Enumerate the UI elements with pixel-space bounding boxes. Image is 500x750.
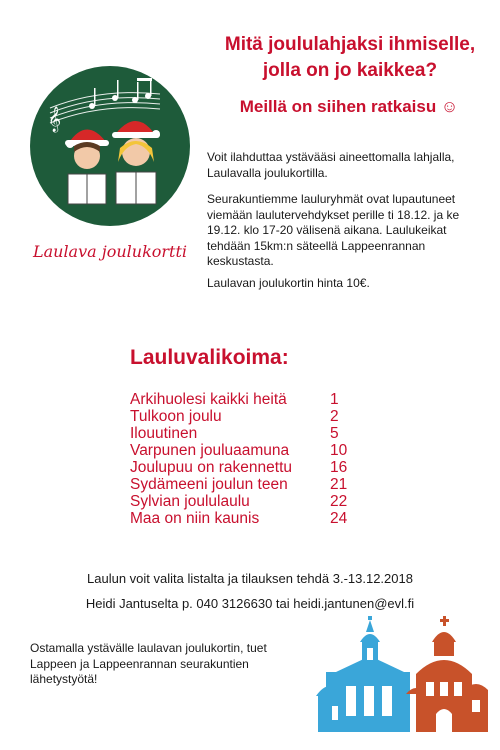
mission-note: Ostamalla ystävälle laulavan joulukortin, tuet Lappeen ja Lappeenrannan seurakuntien lähetystyötä! [30,641,267,686]
song-name: Sydämeeni joulun teen [130,476,288,493]
intro-paragraph-2: Seurakuntiemme lauluryhmät ovat lupautuneet viemään laulutervehdykset perille ti 18.12. ja ke 19.12. klo 17-20 välisenä aikana. Laulukeikat tehdään 15km:n säteellä Lappeenrannan keskustasta. [207,192,460,268]
song-number: 21 [330,476,348,493]
order-info: Laulun voit valita listalta ja tilauksen tehdä 3.-13.12.2018 [87,571,413,586]
song-number: 22 [330,493,348,510]
song-name: Ilouutinen [130,425,198,442]
song-number: 16 [330,459,348,476]
headline-line2: jolla on jo kaikkea? [262,60,438,81]
song-number: 24 [330,510,348,527]
song-name: Varpunen jouluaamuna [130,442,290,459]
song-number: 10 [330,442,348,459]
list-item [130,511,370,527]
carolers-illustration [30,66,190,226]
churches-illustration [312,616,488,740]
song-name: Arkihuolesi kaikki heitä [130,391,287,408]
song-name: Joulupuu on rakennettu [130,459,293,476]
list-item [130,426,370,442]
list-item [130,409,370,425]
song-number: 2 [330,408,339,425]
song-name: Sylvian joululaulu [130,493,250,510]
headline-subline: Meillä on siihen ratkaisu ☺ [239,97,459,116]
headline [200,32,500,84]
song-name: Maa on niin kaunis [130,510,260,527]
logo-circle [30,66,190,226]
svg-text:𝄞: 𝄞 [48,107,62,132]
song-number: 5 [330,425,339,442]
song-number: 1 [330,391,339,408]
song-name: Tulkoon joulu [130,408,222,425]
headline-line1: Mitä joululahjaksi ihmiselle, [224,34,476,55]
intro-paragraph-1: Voit ilahduttaa ystävääsi aineettomalla lahjalla, Laulavalla joulukortilla. [207,150,455,180]
list-item [130,392,370,408]
list-item [130,477,370,493]
contact-info: Heidi Jantuselta p. 040 3126630 tai heidi.jantunen@evl.fi [85,596,415,611]
list-item [130,443,370,459]
list-item [130,460,370,476]
logo-text: Laulava joulukortti [32,242,188,261]
song-list-title: Lauluvalikoima: [130,346,289,369]
list-item [130,494,370,510]
price-paragraph: Laulavan joulukortin hinta 10€. [207,276,370,290]
